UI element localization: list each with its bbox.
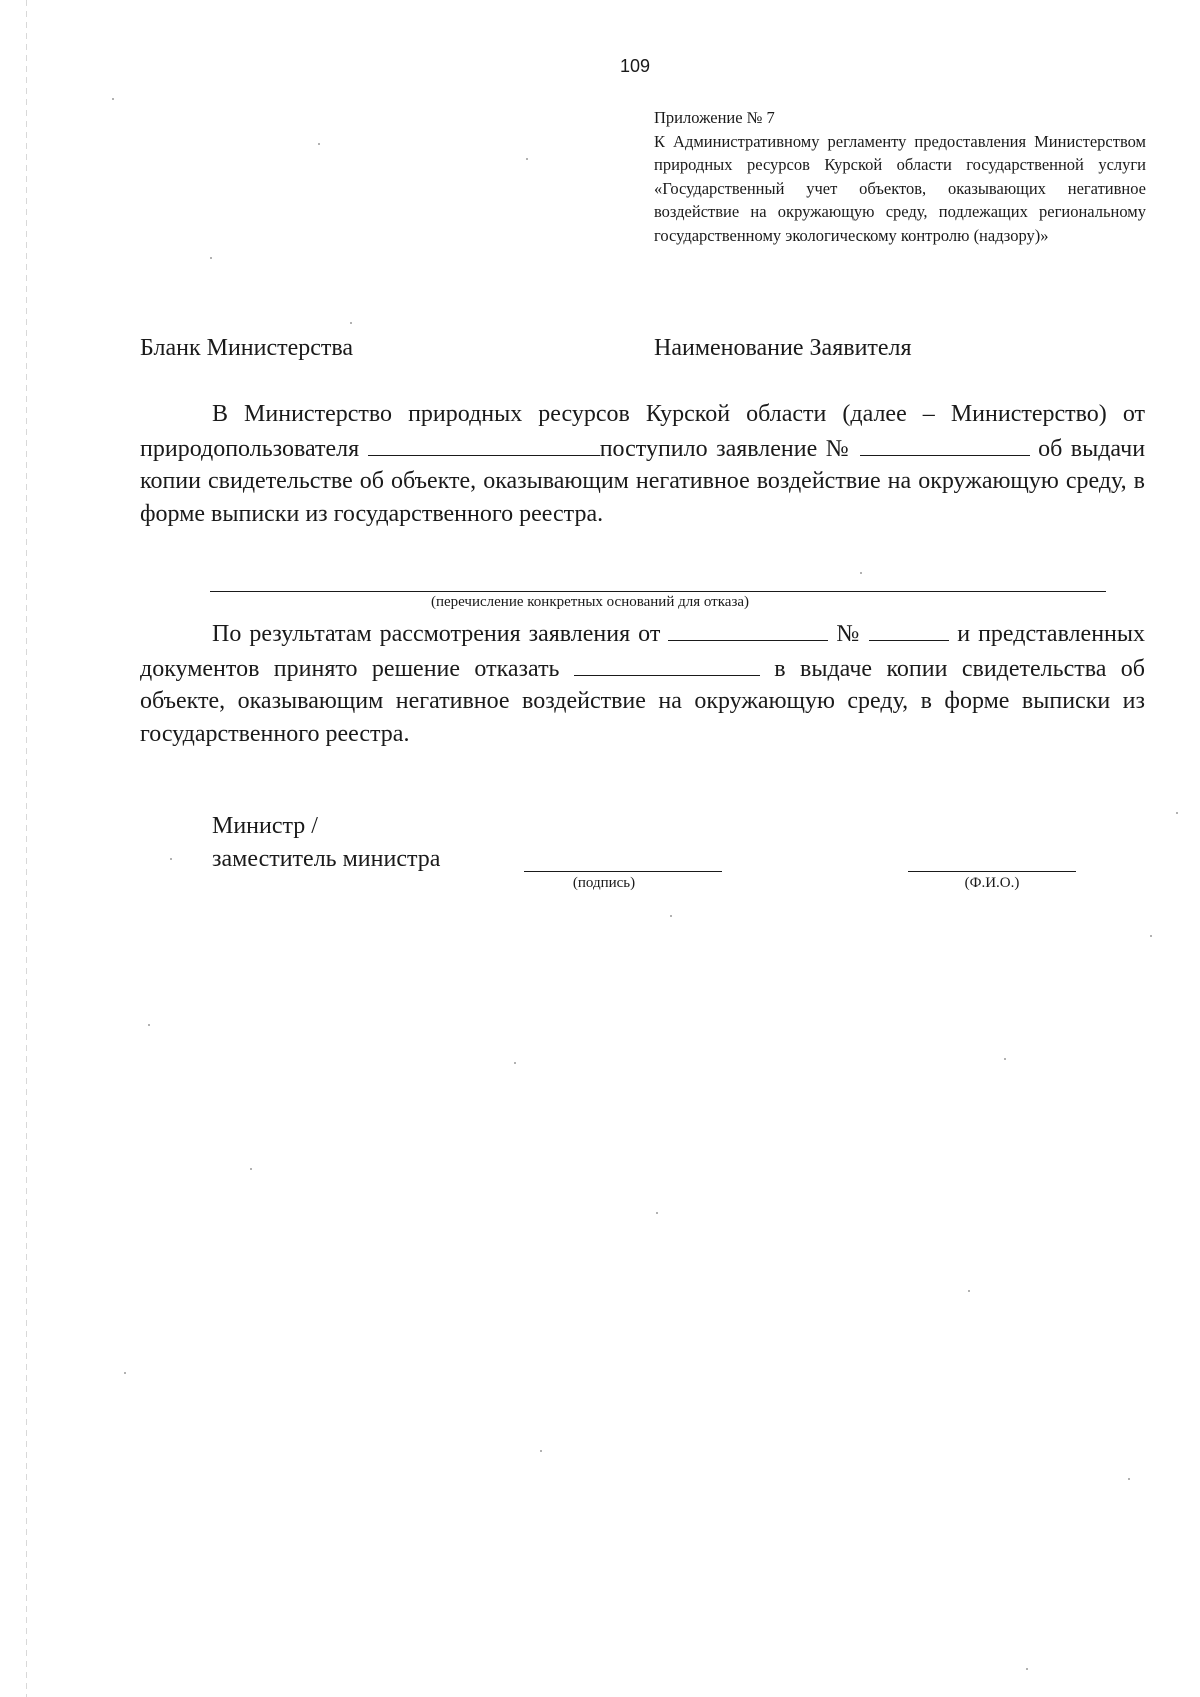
scan-speck: [350, 322, 352, 324]
application-date-blank[interactable]: [668, 616, 828, 641]
scan-speck: [124, 1372, 126, 1374]
scan-speck: [250, 1168, 252, 1170]
scan-speck: [1004, 1058, 1006, 1060]
signature-line[interactable]: [524, 871, 722, 872]
page-number: 109: [620, 56, 651, 76]
scan-speck: [968, 1290, 970, 1292]
appendix-title: Приложение № 7: [654, 108, 775, 127]
scan-speck: [670, 915, 672, 917]
notice-paragraph: [140, 398, 1145, 530]
applicant-name-label: Наименование Заявителя: [654, 335, 912, 361]
refusal-reasons-line[interactable]: [210, 591, 1106, 592]
decision-text-part3: и представленных документов принято решение отказать: [140, 621, 1146, 682]
scan-speck: [656, 1212, 658, 1214]
notice-text-part2: поступило заявление №: [599, 435, 852, 462]
scan-speck: [1128, 1478, 1130, 1480]
decision-text-part2: №: [836, 621, 862, 647]
scan-edge-decoration: [26, 0, 27, 1697]
notice-text-part3: об выдачи копии свидетельстве об объекте, оказывающим негативное воздействие на окружающую среду, в форме выписки из государственного реестра.: [140, 435, 1146, 527]
signer-title-line1: Министр /: [212, 813, 318, 839]
full-name-line[interactable]: [908, 871, 1076, 872]
ministry-letterhead-label: Бланк Министерства: [140, 335, 354, 361]
appendix-text: К Административному регламенту предоставления Министерством природных ресурсов Курской области государственной услуги «Государственный учет объектов, оказывающих негативное воздействие на окружающую среду, подлежащих региональному государственному экологическому контролю (надзору)»: [654, 131, 1146, 245]
scan-speck: [318, 143, 320, 145]
full-name-caption: (Ф.И.О.): [964, 875, 1020, 891]
signer-title: [212, 810, 440, 876]
refusal-reasons-caption: (перечисление конкретных оснований для отказа): [430, 594, 750, 610]
scan-speck: [148, 1024, 150, 1026]
scan-speck: [1026, 1668, 1028, 1670]
decision-text-part4: в выдаче копии свидетельства об объекте, оказывающим негативное воздействие на окружающую среду, в форме выписки из государственного реестра.: [140, 655, 1145, 747]
scan-speck: [860, 572, 862, 574]
decision-number-blank[interactable]: [869, 616, 949, 641]
scan-speck: [514, 1062, 516, 1064]
scan-speck: [170, 858, 172, 860]
scan-speck: [1150, 935, 1152, 937]
notice-text-part1: В Министерство природных ресурсов Курской области (далее – Министерство) от природопользователя: [140, 401, 1145, 462]
scan-speck: [112, 98, 114, 100]
application-number-blank[interactable]: [860, 431, 1030, 456]
scan-speck: [1176, 812, 1178, 814]
decision-paragraph: [140, 616, 1145, 750]
scan-speck: [526, 158, 528, 160]
appendix-block: [654, 106, 1146, 247]
scan-speck: [210, 257, 212, 259]
decision-text-part1: По результатам рассмотрения заявления от: [212, 621, 661, 647]
signer-title-line2: заместитель министра: [212, 846, 441, 872]
scan-speck: [540, 1450, 542, 1452]
refused-party-blank[interactable]: [574, 651, 760, 676]
user-name-blank[interactable]: [368, 431, 600, 456]
signature-caption: (подпись): [572, 875, 636, 891]
